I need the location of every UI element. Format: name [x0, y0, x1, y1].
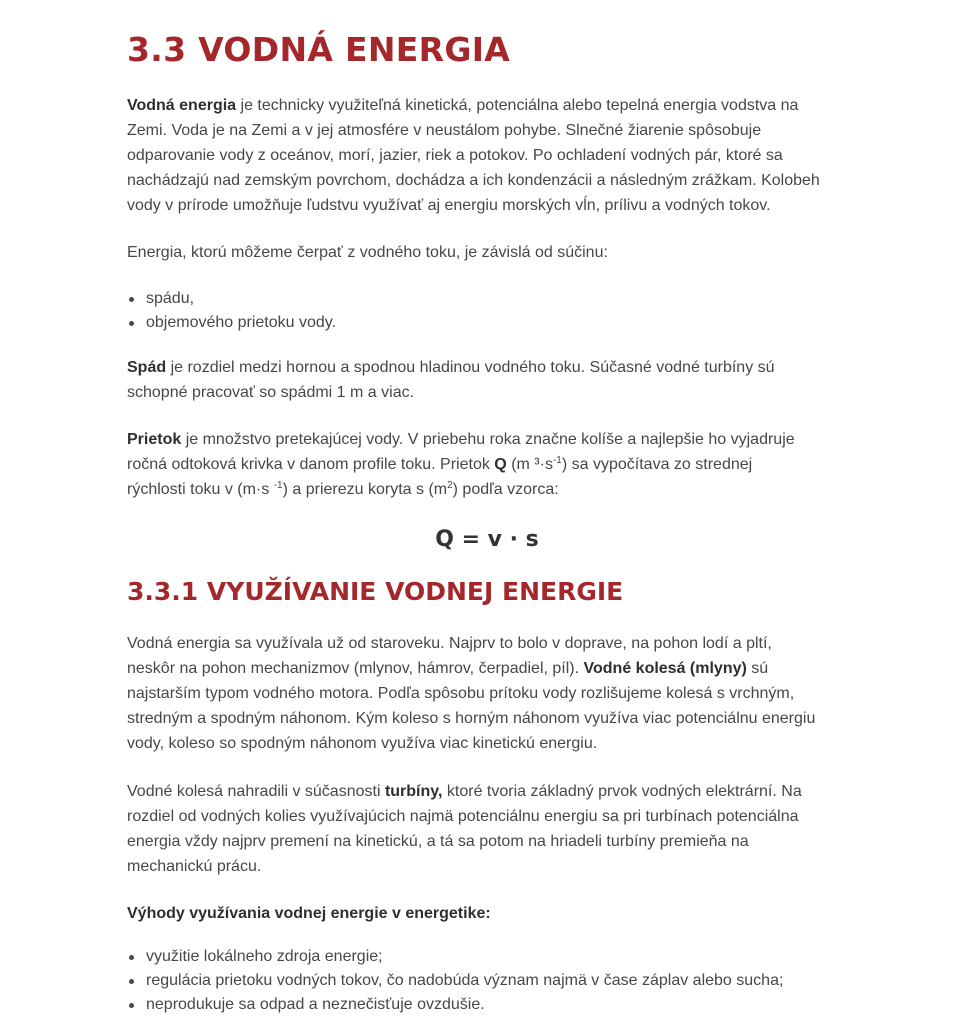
turbines-paragraph: Vodné kolesá nahradili v súčasnosti turbíny, ktoré tvoria základný prvok vodných elektrární. Na rozdiel od vodných kolies využívajúcich najmä potenciálnu energiu sa pri turbínach potenciálna energia vždy najprv premení na kinetickú, a tá sa potom na hriadeli turbíny premieňa na mechanickú prácu. — [127, 783, 802, 875]
list-item: objemového prietoku vody. — [127, 311, 336, 335]
list-item: regulácia prietoku vodných tokov, čo nadobúda význam najmä v čase záplav alebo sucha; — [127, 969, 783, 993]
term-vodne-kolesa: Vodné kolesá (mlyny) — [583, 660, 747, 677]
factors-list — [127, 287, 336, 335]
spad-paragraph: Spád je rozdiel medzi hornou a spodnou hladinou vodného toku. Súčasné vodné turbíny sú schopné pracovať so spádmi 1 m a viac. — [127, 359, 775, 401]
history-paragraph: Vodná energia sa využívala už od staroveku. Najprv to bolo v doprave, na pohon lodí a pltí, neskôr na pohon mechanizmov (mlynov, hámrov, čerpadiel, píl). Vodné kolesá (mlyny) sú najstarším typom vodného motora. Podľa spôsobu prítoku vody rozlišujeme kolesá s vrchným, stredným a spodným náhonom. Kým koleso s horným náhonom využíva viac potenciálnu energiu vody, koleso so spodným náhonom využíva viac kinetickú energiu. — [127, 635, 816, 752]
term-turbiny: turbíny, — [384, 783, 443, 800]
term-prietok: Prietok — [127, 431, 182, 448]
term-q: Q — [494, 456, 507, 473]
list-item: neprodukuje sa odpad a neznečisťuje ovzdušie. — [127, 993, 783, 1017]
list-item: využitie lokálneho zdroja energie; — [127, 945, 783, 969]
subsection-title: 3.3.1 VYUŽÍVANIE VODNEJ ENERGIE — [127, 577, 624, 606]
advantages-heading: Výhody využívania vodnej energie v energetike: — [127, 905, 491, 922]
energy-sentence: Energia, ktorú môžeme čerpať z vodného toku, je závislá od súčinu: — [127, 244, 608, 261]
intro-paragraph: Vodná energia je technicky využiteľná kinetická, potenciálna alebo tepelná energia vodstva na Zemi. Voda je na Zemi a v jej atmosfére v neustálom pohybe. Slnečné žiarenie spôsobuje odparovanie vody z oceánov, morí, jazier, riek a potokov. Po ochladení vodných pár, ktoré sa nachádzajú nad zemským povrchom, dochádza a ich kondenzácii a následným zrážkam. Kolobeh vody v prírode umožňuje ľudstvu využívať aj energiu morských vĺn, prílivu a vodných tokov. — [127, 97, 820, 214]
prietok-paragraph: Prietok je množstvo pretekajúcej vody. V priebehu roka značne kolíše a najlepšie ho vyjadruje ročná odtoková krivka v danom profile toku. Prietok Q (m $^3\cdot s^{-1}$) sa vypočítava zo strednej rýchlosti toku v (m·s $^{-1}$) a prierezu koryta s $(m^2)$ podľa vzorca: — [127, 431, 795, 498]
term-vodna-energia: Vodná energia — [127, 97, 237, 114]
section-title: 3.3 VODNÁ ENERGIA — [127, 30, 511, 69]
term-spad: Spád — [127, 359, 167, 376]
list-item: spádu, — [127, 287, 336, 311]
formula: Q = v · s — [435, 527, 539, 552]
advantages-list — [127, 945, 783, 1017]
